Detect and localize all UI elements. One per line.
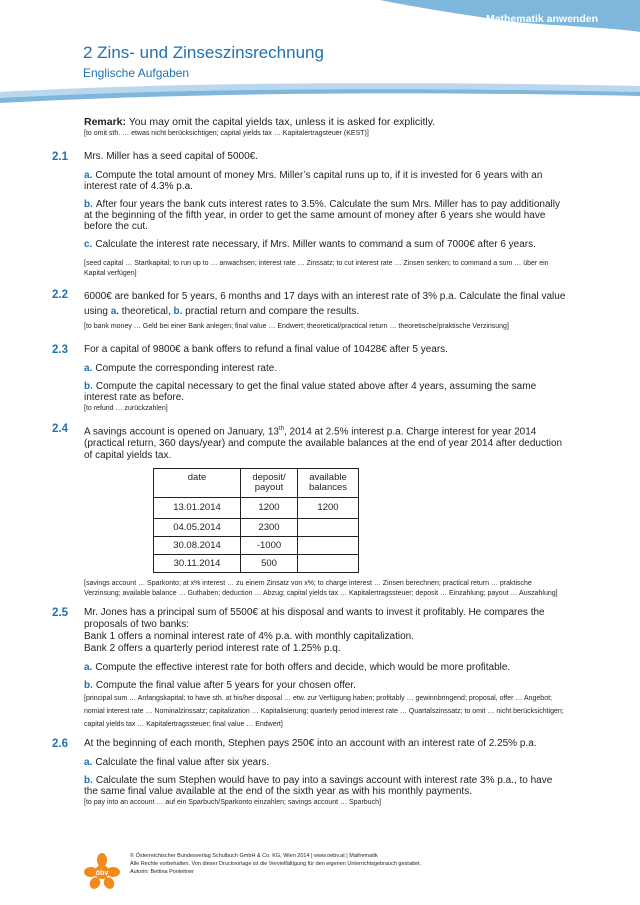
task-gloss: [savings account … Sparkonto; at x% interest … zu einem Zinsatz von x%; to charge interest … Zinsen berechnen; practical return … praktische Verzinsung; available balance … Guthaben; deduction … Abzug; capital yields tax … Kapitalertragssteuer; deposit … Einzahlung; payout … Auszahlung]	[84, 580, 558, 598]
page-subtitle: Englische Aufgaben	[83, 66, 190, 80]
logo-text: öbv	[95, 870, 109, 877]
cell-balance	[298, 537, 359, 555]
ordinal-suffix: th	[278, 426, 284, 432]
header-line: balances	[308, 482, 348, 494]
task-gloss: [principal sum … Anfangskapital; to have sth. at his/her disposal … etw. zur Verfügung haben; profitably … gewinnbringend; proposal, offer … Angebot; nomial interest rate … Nominalzinssatz; capitalization … Kapitalisierung; quarterly period interest rate … Quartalszinssatz; to omit … nicht berücksichtigen; capital yields tax … Kapitalertragssteuer; final value … Endwert]	[84, 695, 564, 729]
subtask-a	[84, 363, 566, 374]
author-line: Autorin: Bettina Ponleitner	[130, 869, 194, 875]
subtask-letter: b.	[173, 306, 183, 317]
subtask-text: Compute the corresponding interest rate.	[95, 363, 278, 374]
task-2-5	[52, 607, 566, 731]
task-number: 2.3	[52, 344, 68, 356]
brand-label: Mathematik anwenden	[485, 13, 598, 25]
task-text: Mrs. Miller has a seed capital of 5000€.	[84, 151, 258, 162]
task-text-part: , 2014 at 2.5% interest p.a. Charge interest for year 2014 (practical return, 360 days/year) and compute the available balances at the end of year 2014 after deduction of capital yields tax.	[84, 426, 563, 462]
subtask-letter: c.	[84, 239, 93, 250]
subtask-text: Compute the final value after 5 years for your chosen offer.	[95, 680, 356, 692]
task-number: 2.1	[52, 151, 68, 163]
task-gloss: [to refund … zurückzahlen]	[84, 405, 168, 412]
subtask-c	[84, 239, 566, 250]
subtask-letter: b.	[84, 381, 93, 392]
table-header-row	[154, 469, 359, 498]
cell-date: 04.05.2014	[154, 519, 241, 537]
subtask-text: Calculate the sum Stephen would have to pay into a savings account with interest rate 3% p.a., to have the same final value available at the end of the sixth year as with his monthly payments.	[84, 775, 553, 798]
task-text-part: practial return and compare the results.	[182, 306, 360, 317]
task-2-1	[52, 151, 566, 279]
publisher-logo	[83, 852, 121, 890]
subtask-text: Compute the capital necessary to get the final value stated above after 4 years, assuming the same interest rate as before.	[84, 381, 537, 403]
task-2-3	[52, 344, 566, 414]
header-line: payout	[254, 482, 284, 494]
column-header-deposit	[241, 469, 298, 498]
subtask-a	[84, 170, 566, 192]
header-line: available	[309, 472, 347, 484]
table-row	[154, 537, 359, 555]
task-number: 2.4	[52, 423, 68, 435]
subtask-text: Calculate the interest rate necessary, if Mrs. Miller wants to command a sum of 7000€ after 6 years.	[95, 239, 536, 250]
subtask-b	[84, 680, 566, 691]
cell-deposit: -1000	[241, 537, 298, 555]
subtask-b	[84, 199, 566, 232]
remark-block	[84, 116, 564, 139]
subtask-a	[84, 662, 566, 673]
balance-table	[153, 468, 359, 573]
task-text	[84, 423, 566, 462]
subtask-b	[84, 775, 566, 797]
subtask-letter: a.	[84, 662, 93, 674]
cell-balance	[298, 519, 359, 537]
subtask-text: Compute the effective interest rate for both offers and decide, which would be more profitable.	[95, 662, 511, 674]
bank-1-offer: Bank 1 offers a nominal interest rate of 4% p.a. with monthly capitalization.	[84, 631, 414, 643]
cell-date: 30.11.2014	[154, 555, 241, 573]
task-number: 2.2	[52, 289, 68, 301]
page-title: 2 Zins- und Zinseszinsrechnung	[83, 43, 324, 62]
subtask-letter: b.	[84, 680, 93, 692]
cell-deposit: 500	[241, 555, 298, 573]
task-2-4	[52, 423, 566, 599]
page-footer	[130, 852, 421, 876]
bank-2-offer: Bank 2 offers a quarterly period interest rate of 1.25% p.q.	[84, 643, 341, 655]
task-2-2	[52, 289, 566, 334]
task-gloss: [seed capital … Startkapital; to run up to … anwachsen; interest rate … Zinssatz; to cut interest rate … Zinsen senken; to command a sum … über ein Kapital verfügen]	[84, 260, 549, 277]
subtask-letter: a.	[84, 170, 93, 181]
worksheet-content	[0, 116, 640, 808]
column-header-balance	[298, 469, 359, 498]
task-number: 2.6	[52, 738, 68, 751]
cell-date: 13.01.2014	[154, 498, 241, 519]
copyright-line: © Österreichischer Bundesverlag Schulbuch GmbH & Co. KG, Wien 2014 | www.oebv.at | Mathematik	[130, 853, 378, 859]
remark-text: You may omit the capital yields tax, unless it is asked for explicitly.	[126, 116, 436, 128]
cell-deposit: 1200	[241, 498, 298, 519]
column-header-date: date	[154, 469, 241, 498]
subtask-letter: a.	[110, 306, 120, 317]
task-text-part: A savings account is opened on January, 13	[84, 426, 279, 438]
remark-label: Remark:	[84, 116, 127, 128]
task-text-part: theoretical,	[119, 306, 174, 317]
table-row	[154, 555, 359, 573]
subtask-a	[84, 757, 566, 768]
cell-balance	[298, 555, 359, 573]
subtask-letter: a.	[84, 757, 93, 769]
task-gloss: [to pay into an account … auf ein Sparbuch/Sparkonto einzahlen; savings account … Sparbuch]	[84, 799, 381, 807]
subtask-text: Compute the total amount of money Mrs. Miller’s capital runs up to, if it is invested for 6 years with an interest rate of 4.3% p.a.	[84, 170, 543, 192]
remark-gloss: [to omit sth. … etwas nicht berücksichtigen; capital yields tax … Kapitalertragsteuer (KEST)]	[84, 130, 369, 137]
task-text: Mr. Jones has a principal sum of 5500€ at his disposal and wants to invest it profitably. He compares the proposals of two banks:	[84, 607, 545, 631]
cell-balance: 1200	[298, 498, 359, 519]
subtask-letter: b.	[84, 775, 93, 787]
task-text-part: 6000€ are banked for 5 years, 6 months and 17 days with an interest rate of 3% p.a. Calculate the final value using	[84, 291, 566, 317]
task-text	[84, 289, 566, 319]
subtask-letter: b.	[84, 199, 93, 210]
cell-date: 30.08.2014	[154, 537, 241, 555]
task-text: At the beginning of each month, Stephen pays 250€ into an account with an interest rate of 2.25% p.a.	[84, 738, 537, 750]
header-line: deposit/	[252, 472, 286, 484]
subtask-text: After four years the bank cuts interest rates to 3.5%. Calculate the sum Mrs. Miller has to pay additionally at the beginning of the fifth year, in order to get the same amount of money after 6 years she would have before the cut.	[84, 199, 560, 232]
table-row	[154, 519, 359, 537]
cell-deposit: 2300	[241, 519, 298, 537]
rights-line: Alle Rechte vorbehalten. Von dieser Druckvorlage ist die Vervielfältigung für den eigenen Unterrichtsgebrauch gestattet.	[130, 861, 422, 867]
task-gloss: [to bank money … Geld bei einer Bank anlegen; final value … Endwert; theoretical/practical return … theoretische/praktische Verzinsung]	[84, 323, 509, 330]
task-2-6	[52, 738, 566, 808]
subtask-letter: a.	[84, 363, 93, 374]
subtask-text: Calculate the final value after six years.	[95, 757, 270, 769]
subtask-b	[84, 381, 566, 403]
page-header	[0, 0, 640, 104]
table-row	[154, 498, 359, 519]
task-number: 2.5	[52, 607, 68, 620]
task-text: For a capital of 9800€ a bank offers to refund a final value of 10428€ after 5 years.	[84, 344, 448, 355]
